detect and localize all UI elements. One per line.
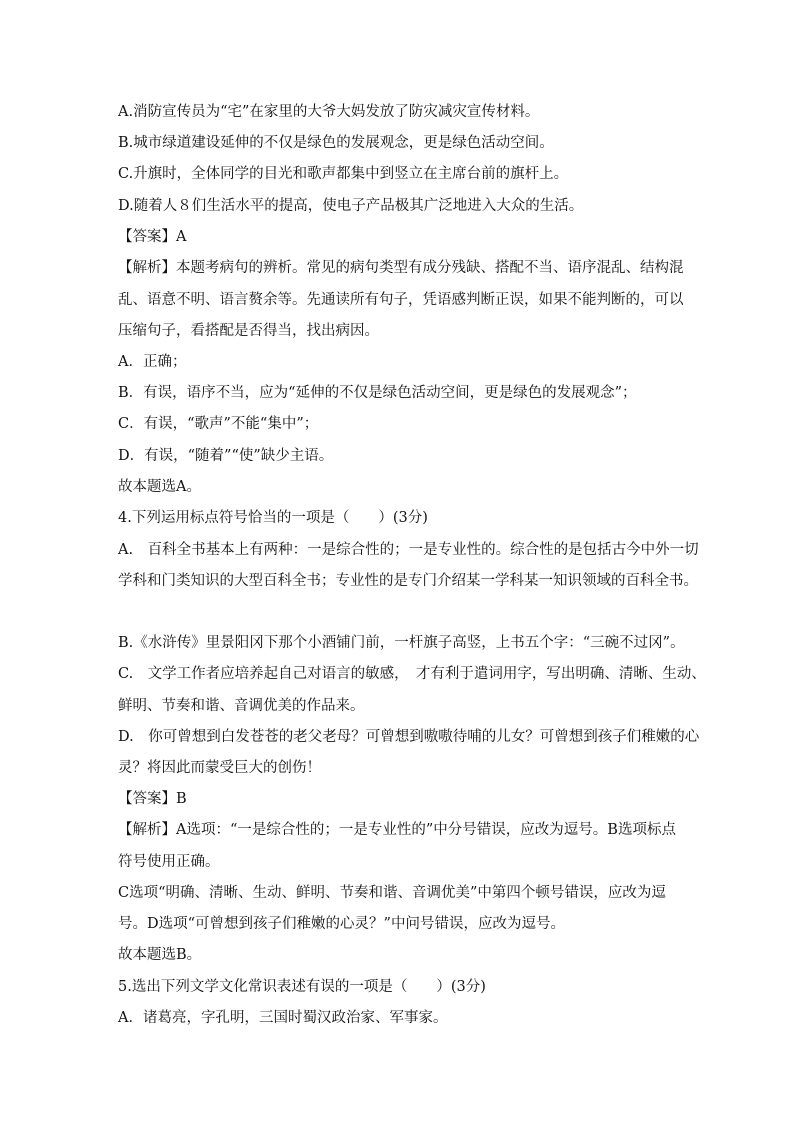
q4-conclusion-text: 故本题选B。 xyxy=(118,947,202,963)
q4-option-a-cont: 学科和门类知识的大型百科全书；专业性的是专门介绍某一学科某一知识领域的百科全书。 xyxy=(118,573,698,589)
analysis-d: D．有误，“随着”“使”缺少主语。 xyxy=(118,448,334,464)
option-b-text: B.城市绿道建设延伸的不仅是绿色的发展观念，更是绿色活动空间。 xyxy=(118,135,554,151)
analysis-c: C．有误，“歌声”不能“集中”； xyxy=(118,416,319,432)
q4-answer-label: 【答案】B xyxy=(118,791,187,807)
q4-analysis-line: 【解析】A选项：“一是综合性的；一是专业性的”中分号错误，应改为逗号。B选项标点 xyxy=(118,822,676,838)
question-4-stem: 4.下列运用标点符号恰当的一项是（ ）(3分) xyxy=(118,510,428,526)
question-5-stem: 5.选出下列文学文化常识表述有误的一项是（ ）(3分) xyxy=(118,979,486,995)
conclusion-text: 故本题选A。 xyxy=(118,479,201,495)
analysis-line: 【解析】本题考病句的辨析。常见的病句类型有成分残缺、搭配不当、语序混乱、结构混 xyxy=(118,260,684,276)
option-a-text: A.消防宣传员为“宅”在家里的大爷大妈发放了防灾减灾宣传材料。 xyxy=(118,104,540,120)
q4-option-c-cont: 鲜明、节奏和谐、音调优美的作品来。 xyxy=(118,698,365,714)
q4-option-d-cont: 灵？将因此而蒙受巨大的创伤！ xyxy=(118,760,321,776)
q4-analysis-line: 号。D选项“可曾想到孩子们稚嫩的心灵？”中问号错误，应改为逗号。 xyxy=(118,916,565,932)
q4-option-c: C. 文学工作者应培养起自己对语言的敏感， 才有利于遣词用字，写出明确、清晰、生动、 xyxy=(118,666,706,682)
q4-option-b: B.《水浒传》里景阳冈下那个小酒铺门前，一杆旗子高竖，上书五个字：“三碗不过冈”。 xyxy=(118,635,685,651)
q4-option-a: A. 百科全书基本上有两种：一是综合性的；一是专业性的。综合性的是包括古今中外一切 xyxy=(118,542,699,558)
q4-analysis-line: 符号使用正确。 xyxy=(118,854,220,870)
q5-option-a: A．诸葛亮，字孔明，三国时蜀汉政治家、军事家。 xyxy=(118,1010,448,1026)
option-d-text: D.随着人８们生活水平的提高，使电子产品极其广泛地进入大众的生活。 xyxy=(118,198,584,214)
analysis-b: B．有误，语序不当，应为“延伸的不仅是绿色活动空间，更是绿色的发展观念”； xyxy=(118,385,637,401)
analysis-a: A．正确； xyxy=(118,354,187,370)
q4-option-d: D. 你可曾想到白发苍苍的老父老母？可曾想到嗷嗷待哺的儿女？可曾想到孩子们稚嫩的心 xyxy=(118,729,700,745)
answer-label: 【答案】A xyxy=(118,229,187,245)
analysis-line: 乱、语意不明、语言赘余等。先通读所有句子，凭语感判断正误，如果不能判断的，可以 xyxy=(118,292,684,308)
option-c-text: C.升旗时，全体同学的目光和歌声都集中到竖立在主席台前的旗杆上。 xyxy=(118,166,569,182)
q4-analysis-line: C选项“明确、清晰、生动、鲜明、节奏和谐、音调优美”中第四个顿号错误，应改为逗 xyxy=(118,885,666,901)
analysis-line: 压缩句子，看搭配是否得当，找出病因。 xyxy=(118,323,379,339)
